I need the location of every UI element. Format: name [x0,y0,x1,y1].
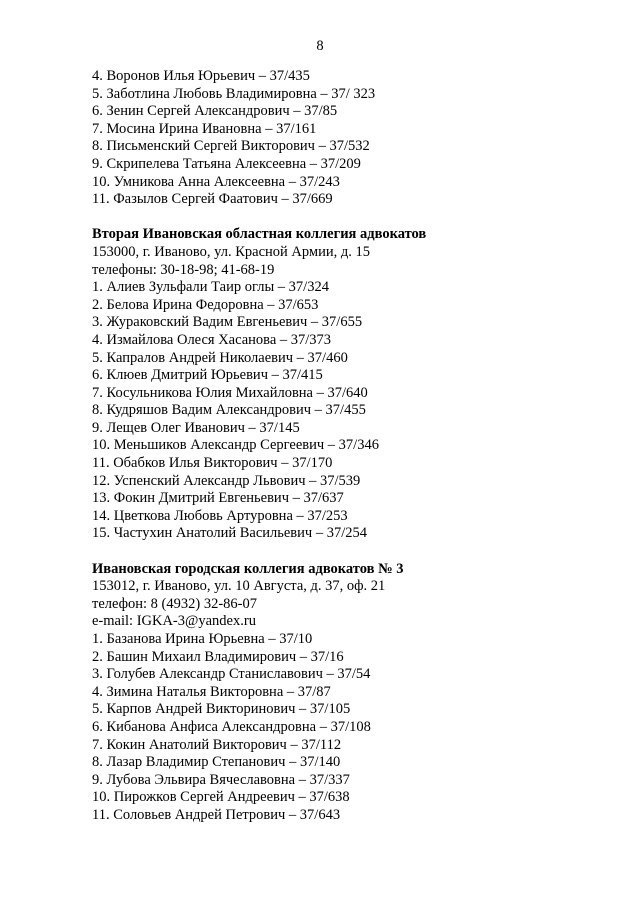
section-phones: телефоны: 30-18-98; 41-68-19 [92,261,275,278]
list-item: 6. Зенин Сергей Александрович – 37/85 [92,103,338,120]
document-body [92,68,592,825]
list-item: 15. Частухин Анатолий Васильевич – 37/254 [92,525,367,542]
section-phone: телефон: 8 (4932) 32-86-07 [92,595,257,612]
list-item: 9. Скрипелева Татьяна Алексеевна – 37/209 [92,155,361,172]
list-item: 8. Кудряшов Вадим Александрович – 37/455 [92,402,366,419]
list-item: 9. Лубова Эльвира Вячеславовна – 37/337 [92,771,350,788]
list-item: 1. Базанова Ирина Юрьевна – 37/10 [92,631,313,647]
list-item: 11. Обабков Илья Викторович – 37/170 [92,455,333,472]
section-title: Вторая Ивановская областная коллегия адвокатов [92,226,427,243]
page-number: 8 [316,38,324,54]
list-item: 3. Жураковский Вадим Евгеньевич – 37/655 [92,314,363,331]
section-email: e-mail: IGKA-3@yandex.ru [92,613,256,630]
section-spacer [92,543,592,561]
list-item: 5. Капралов Андрей Николаевич – 37/460 [92,349,348,366]
list-item: 4. Зимина Наталья Викторовна – 37/87 [92,683,331,700]
list-item: 8. Письменский Сергей Викторович – 37/532 [92,138,370,155]
section-title: Ивановская городская коллегия адвокатов № 3 [92,560,404,577]
continued-advocate-list [92,68,592,209]
list-item: 13. Фокин Дмитрий Евгеньевич – 37/637 [92,490,344,507]
list-item: 14. Цветкова Любовь Артуровна – 37/253 [92,507,348,524]
list-item: 11. Соловьев Андрей Петрович – 37/643 [92,806,341,823]
section-second-regional-bar [92,226,592,543]
list-item: 10. Пирожков Сергей Андреевич – 37/638 [92,789,350,806]
list-item: 10. Умникова Анна Алексеевна – 37/243 [92,173,340,190]
list-item: 12. Успенский Александр Львович – 37/539 [92,472,361,489]
list-item: 7. Косульникова Юлия Михайловна – 37/640 [92,384,368,401]
list-item: 4. Измайлова Олеся Хасанова – 37/373 [92,331,332,348]
list-item: 10. Меньшиков Александр Сергеевич – 37/346 [92,437,379,454]
list-item: 7. Кокин Анатолий Викторович – 37/112 [92,736,342,753]
list-item: 2. Башин Михаил Владимирович – 37/16 [92,648,344,665]
list-item: 5. Карпов Андрей Викторинович – 37/105 [92,701,351,718]
list-item: 6. Кибанова Анфиса Александровна – 37/108 [92,718,371,735]
list-item: 9. Лещев Олег Иванович – 37/145 [92,419,300,436]
section-address: 153000, г. Иваново, ул. Красной Армии, д. 15 [92,243,370,260]
list-item: 11. Фазылов Сергей Фаатович – 37/669 [92,191,333,208]
list-item: 1. Алиев Зульфали Таир оглы – 37/324 [92,279,329,296]
section-city-bar-3 [92,561,592,825]
section-address: 153012, г. Иваново, ул. 10 Августа, д. 37, оф. 21 [92,578,386,595]
list-item: 6. Клюев Дмитрий Юрьевич – 37/415 [92,367,323,384]
list-item: 5. Заботлина Любовь Владимировна – 37/ 323 [92,85,376,102]
section-spacer [92,209,592,227]
list-item: 8. Лазар Владимир Степанович – 37/140 [92,754,341,771]
list-item: 2. Белова Ирина Федоровна – 37/653 [92,296,319,313]
list-item: 4. Воронов Илья Юрьевич – 37/435 [92,68,310,84]
list-item: 3. Голубев Александр Станиславович – 37/54 [92,666,371,683]
list-item: 7. Мосина Ирина Ивановна – 37/161 [92,120,317,137]
